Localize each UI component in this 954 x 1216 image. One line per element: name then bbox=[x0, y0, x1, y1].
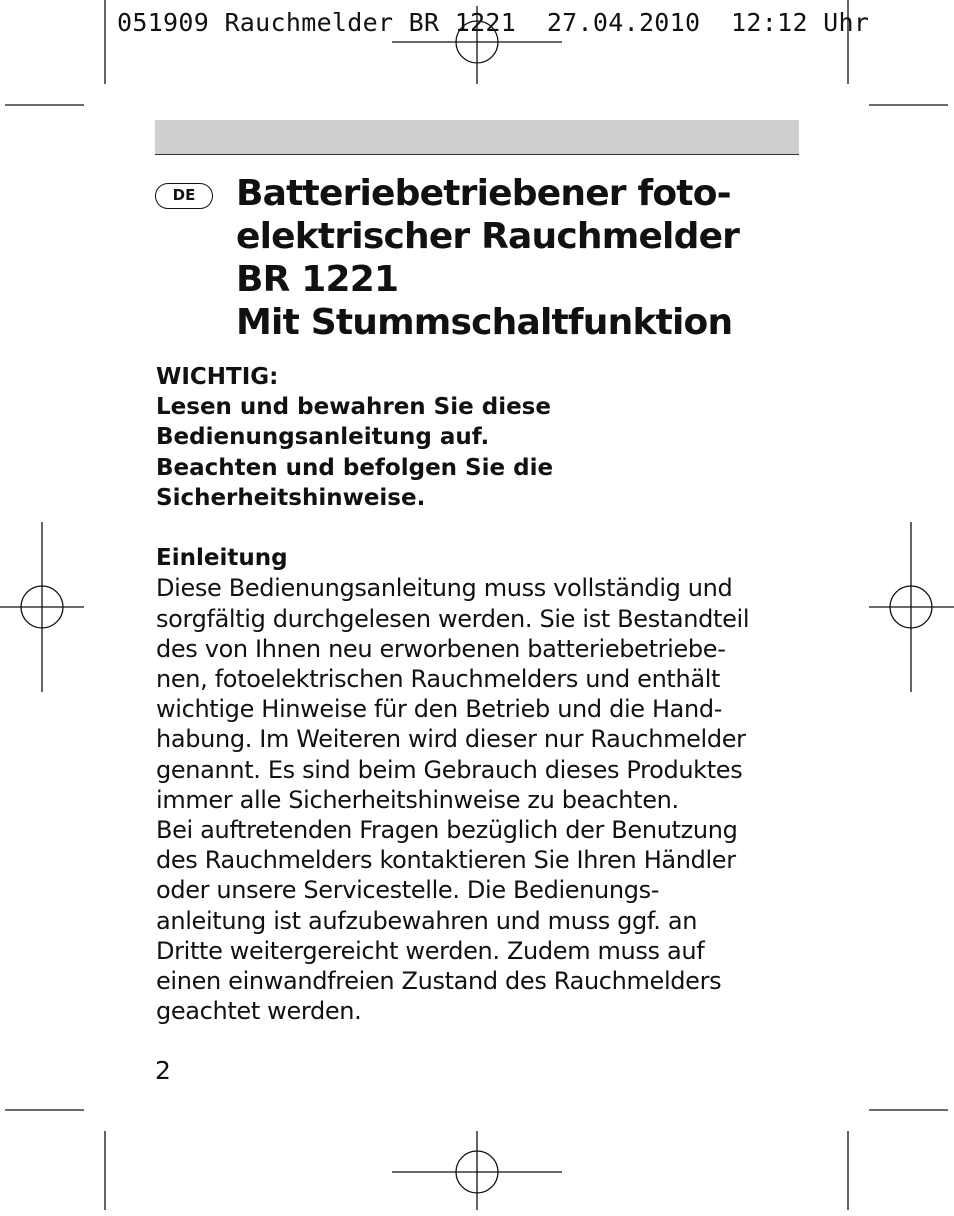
body-text-line: genannt. Es sind beim Gebrauch dieses Produktes bbox=[156, 755, 743, 784]
crop-mark-top-left bbox=[5, 0, 105, 105]
body-text-line: des Rauchmelders kontaktieren Sie Ihren Händler bbox=[156, 846, 736, 875]
body-text-line: immer alle Sicherheitshinweise zu beachten. bbox=[156, 785, 679, 814]
body-text-line: des von Ihnen neu erworbenen batteriebetriebe- bbox=[156, 634, 726, 663]
paragraph-spacer bbox=[156, 513, 816, 543]
body-text-line: habung. Im Weiteren wird dieser nur Rauchmelder bbox=[156, 725, 746, 754]
body-text-line: Dritte weitergereicht werden. Zudem muss auf bbox=[156, 936, 705, 965]
introduction-heading: Einleitung bbox=[156, 545, 288, 572]
important-line: Sicherheitshinweise. bbox=[156, 484, 426, 511]
title-line: Mit Stummschaltfunktion bbox=[236, 302, 733, 343]
body-text-line: nen, fotoelektrischen Rauchmelders und enthält bbox=[156, 665, 721, 694]
language-badge: DE bbox=[155, 183, 213, 209]
body-text-line: oder unsere Servicestelle. Die Bedienungs- bbox=[156, 876, 660, 905]
document-title bbox=[236, 172, 816, 344]
body-text-line: anleitung ist aufzubewahren und muss ggf. an bbox=[156, 906, 698, 935]
registration-mark-right bbox=[869, 522, 954, 692]
body-text-line: wichtige Hinweise für den Betrieb und die Hand- bbox=[156, 695, 723, 724]
important-line: Bedienungsanleitung auf. bbox=[156, 424, 490, 451]
body-text-line: Diese Bedienungsanleitung muss vollständig und bbox=[156, 574, 733, 603]
title-line: elektrischer Rauchmelder bbox=[236, 216, 740, 257]
registration-mark-bottom bbox=[392, 1131, 562, 1210]
title-line: BR 1221 bbox=[236, 259, 399, 300]
body-text-line: einen einwandfreien Zustand des Rauchmelders bbox=[156, 967, 722, 996]
crop-mark-top-right bbox=[848, 0, 948, 105]
page-number: 2 bbox=[155, 1056, 171, 1085]
print-slug-line: 051909 Rauchmelder BR 1221 27.04.2010 12:12 Uhr bbox=[117, 8, 870, 37]
body-text-line: sorgfältig durchgelesen werden. Sie ist Bestandteil bbox=[156, 604, 750, 633]
registration-mark-left bbox=[0, 522, 84, 692]
important-notice bbox=[156, 362, 816, 513]
body-text-line: geachtet werden. bbox=[156, 997, 362, 1026]
important-line: Lesen und bewahren Sie diese bbox=[156, 394, 551, 421]
main-content bbox=[156, 362, 816, 1026]
important-heading: WICHTIG: bbox=[156, 364, 279, 390]
registration-mark-top bbox=[392, 6, 562, 84]
title-line: Batteriebetriebener foto- bbox=[236, 173, 731, 214]
crop-mark-bottom-right bbox=[848, 1110, 948, 1210]
introduction-section bbox=[156, 543, 816, 1026]
section-header-bar bbox=[155, 120, 799, 155]
body-text-line: Bei auftretenden Fragen bezüglich der Benutzung bbox=[156, 816, 738, 845]
crop-mark-bottom-left bbox=[5, 1110, 105, 1210]
important-line: Beachten und befolgen Sie die bbox=[156, 454, 554, 481]
